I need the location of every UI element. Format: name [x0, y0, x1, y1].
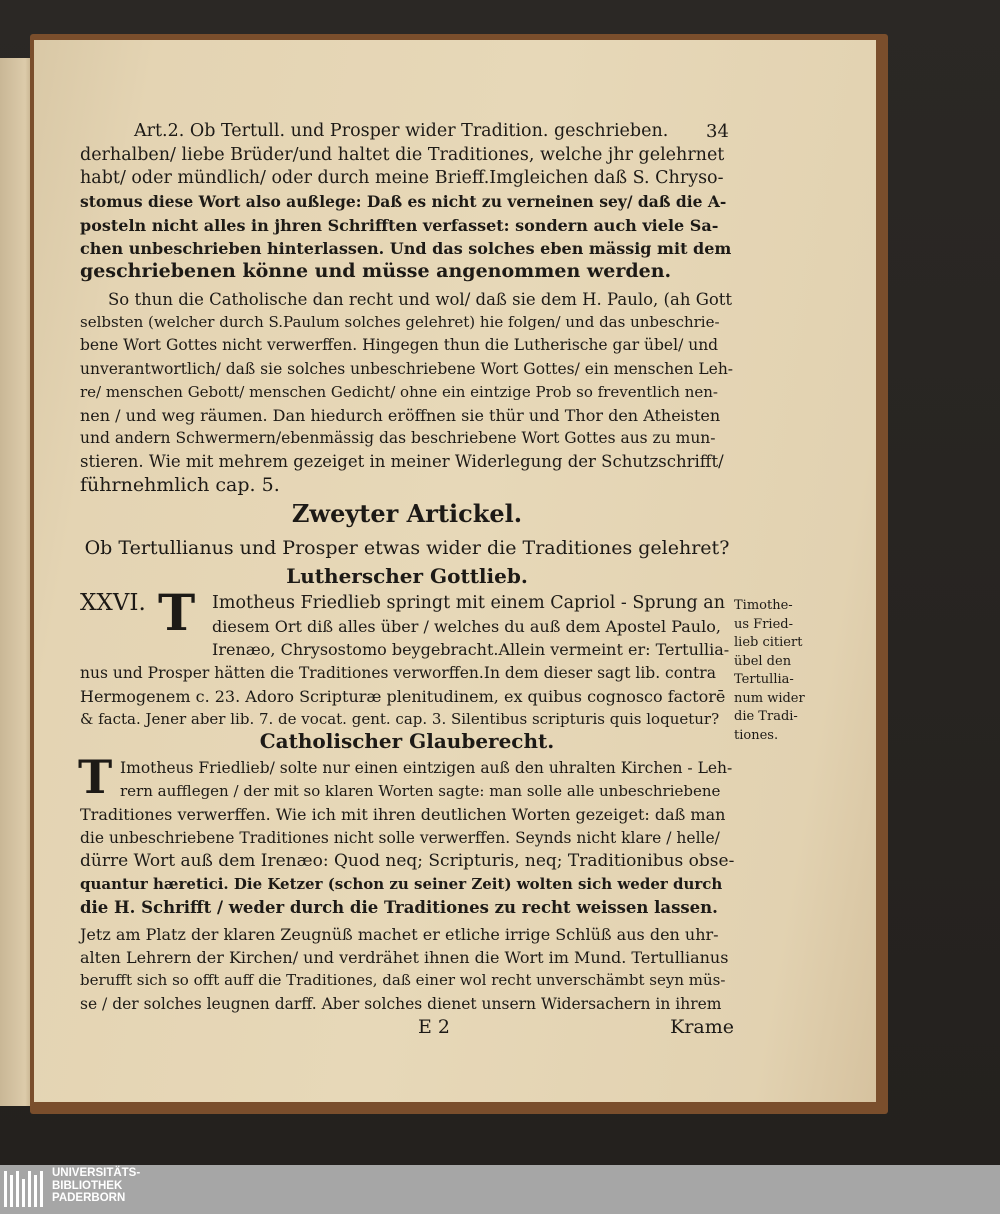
signature-mark: E 2 — [418, 1016, 450, 1038]
marginal-note: Tertullia- — [734, 672, 794, 687]
text-line: Traditiones verwerffen. Wie ich mit ihren deutlichen Worten gezeiget: daß man — [80, 805, 726, 825]
marginal-note: lieb citiert — [734, 635, 803, 650]
text-line: unverantwortlich/ daß sie solches unbeschriebene Wort Gottes/ ein menschen Leh- — [80, 359, 734, 378]
book-page — [34, 40, 876, 1102]
text-line: nus und Prosper hätten die Traditiones verworffen.In dem dieser sagt lib. contra — [80, 663, 716, 682]
text-line: re/ menschen Gebott/ menschen Gedicht/ ohne ein eintzige Prob so freventlich nen- — [80, 382, 718, 401]
speaker-heading: Catholischer Glauberecht. — [259, 729, 555, 753]
text-line: chen unbeschrieben hinterlassen. Und das solches eben mässig mit dem — [80, 238, 732, 258]
text-line: und andern Schwermern/ebenmässig das beschriebene Wort Gottes aus zu mun- — [80, 429, 716, 448]
text-line: & facta. Jener aber lib. 7. de vocat. gent. cap. 3. Silentibus scripturis quis loquetur? — [80, 710, 720, 728]
text-line: stieren. Wie mit mehrem gezeiget in meiner Widerlegung der Schutzschrifft/ — [80, 452, 724, 472]
page-number: 34 — [706, 121, 729, 142]
text-line: Irenæo, Chrysostomo beygebracht.Allein vermeint er: Tertullia- — [212, 640, 730, 660]
article-question: Ob Tertullianus und Prosper etwas wider die Traditiones gelehret? — [84, 537, 730, 559]
text-line: quantur hæretici. Die Ketzer (schon zu seiner Zeit) wolten sich weder durch — [80, 875, 723, 893]
article-heading: Zweyter Artickel. — [291, 499, 523, 528]
text-line: nen / und weg räumen. Dan hiedurch eröffnen sie thür und Thor den Atheisten — [80, 406, 721, 425]
library-logo-text — [52, 1167, 140, 1205]
text-line: Imotheus Friedlieb springt mit einem Capriol - Sprung an — [212, 593, 725, 613]
text-line: diesem Ort diß alles über / welches du auß dem Apostel Paulo, — [212, 617, 721, 637]
text-line: habt/ oder mündlich/ oder durch meine Brieff.Imgleichen daß S. Chryso- — [80, 168, 724, 189]
catchword: Krame — [670, 1016, 734, 1038]
text-line: die unbeschriebene Traditiones nicht solle verwerffen. Seynds nicht klare / helle/ — [80, 828, 720, 847]
text-line: Jetz am Platz der klaren Zeugnüß machet er etliche irrige Schlüß aus den uhr- — [80, 925, 719, 944]
logo-line: PADERBORN — [52, 1192, 126, 1204]
marginal-note: übel den — [734, 653, 792, 669]
logo-line: UNIVERSITÄTS- — [52, 1167, 141, 1179]
drop-cap: T — [158, 583, 196, 642]
library-logo-icon — [4, 1171, 44, 1207]
marginal-note: num wider — [734, 690, 805, 706]
drop-cap: T — [78, 750, 113, 804]
running-head: Art.2. Ob Tertull. und Prosper wider Tradition. geschrieben. — [134, 121, 669, 141]
text-line: stomus diese Wort also außlege: Daß es nicht zu verneinen sey/ daß die A- — [80, 192, 727, 212]
marginal-note: die Tradi- — [734, 709, 798, 724]
marginal-note: Timothe- — [734, 598, 793, 613]
marginal-note: us Fried- — [734, 616, 793, 632]
text-line: selbsten (welcher durch S.Paulum solches gelehret) hie folgen/ und das unbeschrie- — [80, 313, 720, 332]
text-line: derhalben/ liebe Brüder/und haltet die Traditiones, welche jhr gelehrnet — [80, 145, 725, 165]
text-line: die H. Schrifft / weder durch die Traditiones zu recht weissen lassen. — [80, 898, 718, 918]
logo-line: BIBLIOTHEK — [52, 1179, 123, 1192]
text-line: alten Lehrern der Kirchen/ und verdrähet ihnen die Wort im Mund. Tertullianus — [80, 948, 729, 968]
text-line: Hermogenem c. 23. Adoro Scripturæ plenitudinem, ex quibus cognosco factorē — [80, 686, 726, 706]
text-line: So thun die Catholische dan recht und wol/ daß sie dem H. Paulo, (ah Gott — [108, 290, 733, 309]
text-line: dürre Wort auß dem Irenæo: Quod neq; Scripturis, neq; Traditionibus obse- — [80, 850, 735, 871]
text-line: berufft sich so offt auff die Traditiones, daß einer wol recht unverschämbt seyn müs- — [80, 971, 726, 990]
text-block — [34, 40, 876, 1040]
text-line: bene Wort Gottes nicht verwerffen. Hingegen thun die Lutherische gar übel/ und — [80, 336, 719, 355]
text-line: se / der solches leugnen darff. Aber solches dienet unsern Widersachern in ihrem — [80, 994, 722, 1013]
footer-bar — [0, 1165, 1000, 1214]
marginal-note: tiones. — [734, 727, 779, 743]
text-line: rern aufflegen / der mit so klaren Worten sagte: man solle alle unbeschriebene — [120, 782, 721, 801]
text-line: Imotheus Friedlieb/ solte nur einen eintzigen auß den uhralten Kirchen - Leh- — [120, 759, 733, 777]
text-line: posteln nicht alles in jhren Schrifften verfasset: sondern auch viele Sa- — [80, 215, 719, 235]
text-line: geschriebenen könne und müsse angenommen werden. — [80, 260, 672, 282]
section-number: XXVI. — [80, 590, 146, 616]
speaker-heading: Lutherscher Gottlieb. — [286, 564, 528, 588]
text-line: führnehmlich cap. 5. — [80, 473, 280, 496]
